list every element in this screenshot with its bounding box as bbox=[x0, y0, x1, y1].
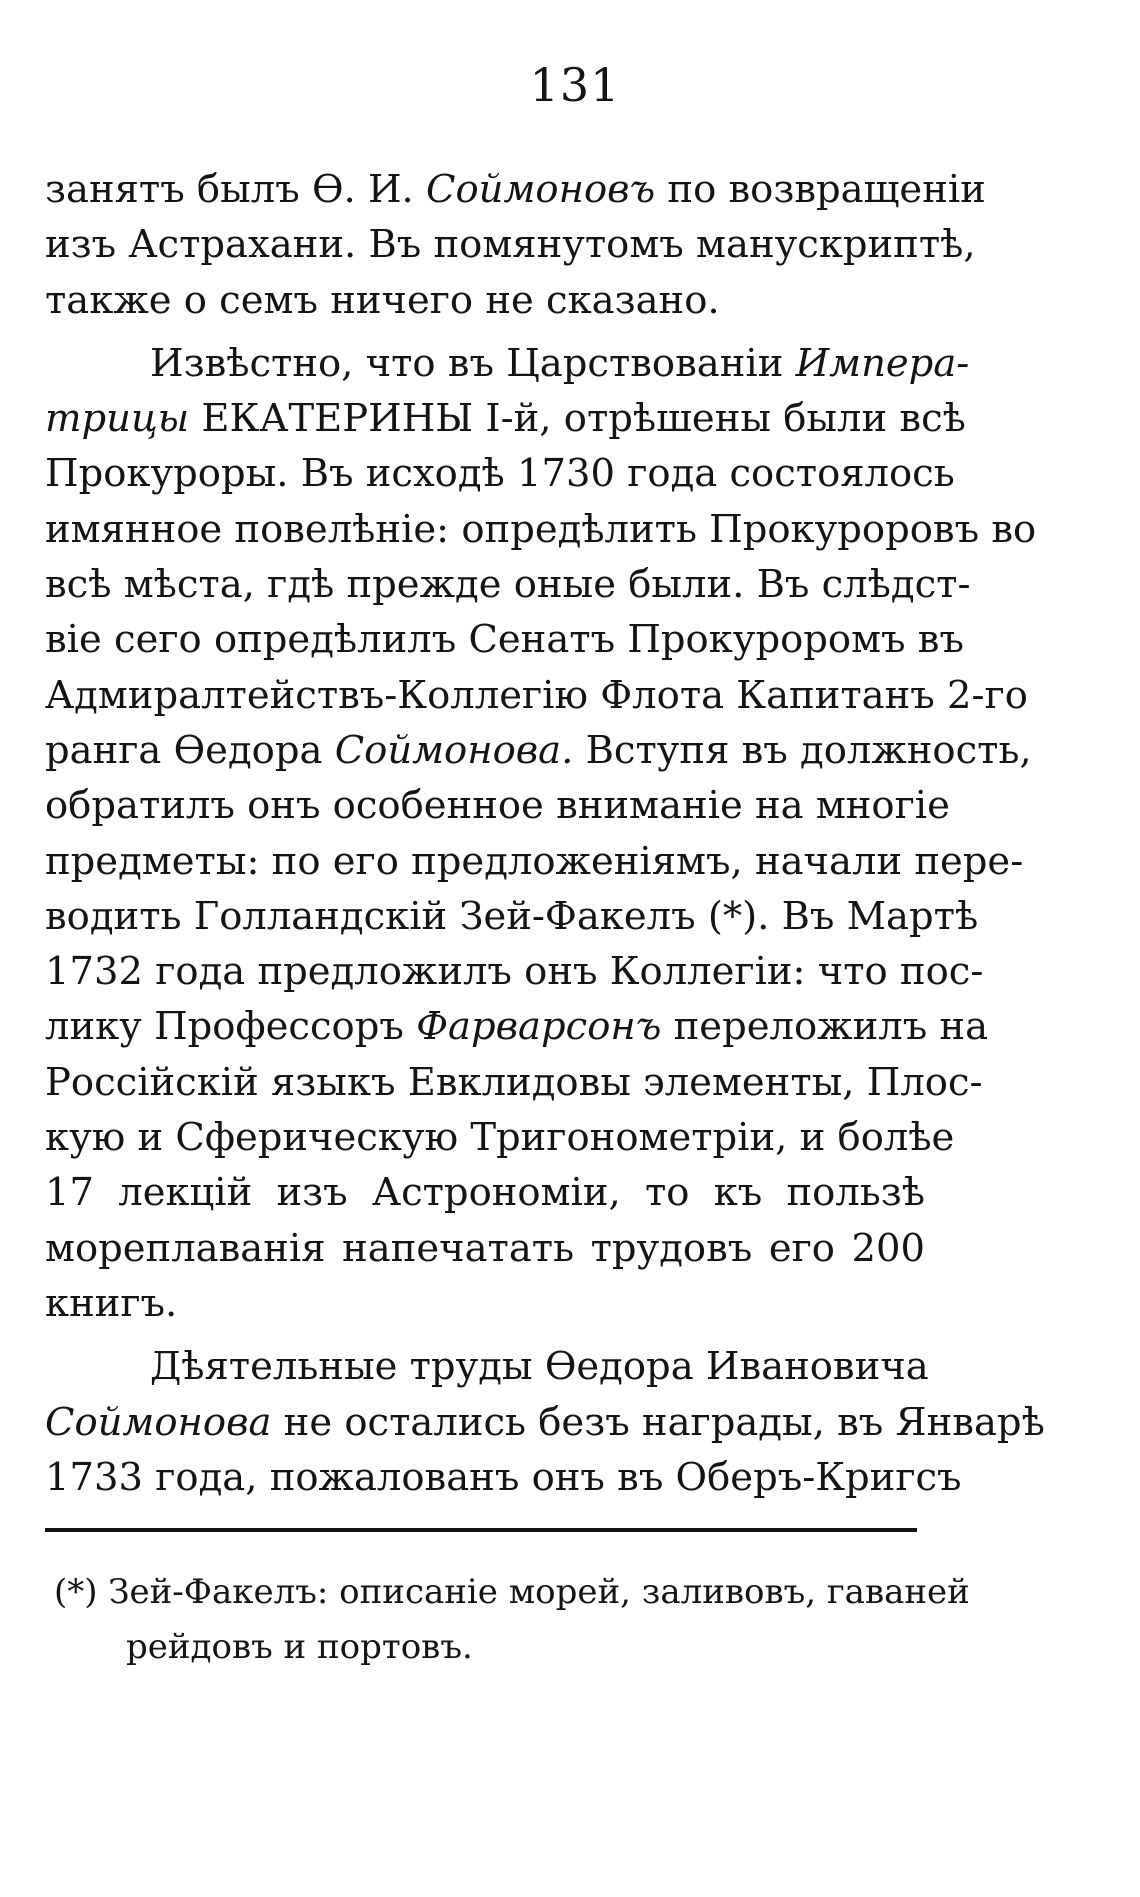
text-line: Россійскій языкъ Евклидовы элементы, Плос- bbox=[45, 1059, 983, 1105]
italic-name: Соймонова bbox=[45, 1399, 272, 1445]
text-line: Адмиралтействъ-Коллегію Флота Капитанъ 2-го bbox=[45, 672, 1028, 718]
text-line: имянное повелѣніе: опредѣлить Прокуроровъ во bbox=[45, 506, 1037, 552]
text-line: Соймонова не остались безъ награды, въ Январѣ bbox=[45, 1399, 1045, 1445]
italic-name: Импера- bbox=[795, 340, 970, 386]
paragraph bbox=[45, 162, 986, 328]
italic-name: Фарварсонъ bbox=[416, 1004, 662, 1050]
text-line: Прокуроры. Въ исходѣ 1730 года состоялось bbox=[45, 451, 955, 497]
text-line: трицы ЕКАТЕРИНЫ І-й, отрѣшены были всѣ bbox=[45, 396, 966, 442]
text-line: всѣ мѣста, гдѣ прежде оные были. Въ слѣдст- bbox=[45, 562, 971, 608]
paragraph-gap bbox=[45, 328, 925, 336]
page-number: 131 bbox=[529, 58, 621, 112]
text-line: водить Голландскій Зей-Факелъ (*). Въ Мартѣ bbox=[45, 893, 979, 939]
text-line: лику Профессоръ Фарварсонъ переложилъ на bbox=[45, 1004, 989, 1050]
footnote bbox=[54, 1565, 970, 1675]
italic-name: Соймоновъ bbox=[426, 167, 656, 212]
text-line: мореплаванія напечатать трудовъ его 200 bbox=[45, 1225, 925, 1271]
footnote-line: (*) Зей-Факелъ: описаніе морей, заливовъ, гаваней bbox=[54, 1572, 970, 1612]
text-line: кую и Сферическую Тригонометріи, и болѣе bbox=[45, 1115, 955, 1161]
text-line: ранга Ѳедора Соймонова. Вступя въ должность, bbox=[45, 727, 1032, 773]
text-line: віе сего опредѣлилъ Сенатъ Прокуроромъ въ bbox=[45, 617, 964, 663]
paragraph bbox=[45, 336, 1037, 1331]
text-line: также о семъ ничего не сказано. bbox=[45, 277, 720, 323]
text-line: занятъ былъ Ѳ. И. Соймоновъ по возвращеніи bbox=[45, 167, 986, 212]
footnote-rule bbox=[45, 1528, 917, 1532]
italic-name: Соймонова. bbox=[334, 727, 574, 773]
text-line: книгъ. bbox=[45, 1280, 178, 1326]
text-line: 17 лекцій изъ Астрономіи, то къ пользѣ bbox=[45, 1170, 925, 1216]
text-line: изъ Астрахани. Въ помянутомъ манускриптѣ, bbox=[45, 222, 976, 268]
text-line: Дѣятельные труды Ѳедора Ивановича bbox=[150, 1344, 929, 1390]
paragraph bbox=[45, 1339, 1045, 1505]
paragraph-gap bbox=[45, 1331, 925, 1339]
italic-name: трицы bbox=[45, 396, 190, 442]
body-text bbox=[45, 162, 1045, 1505]
text-line: 1732 года предложилъ онъ Коллегіи: что пос- bbox=[45, 949, 984, 995]
text-line: Извѣстно, что въ Царствованіи Импера- bbox=[150, 340, 970, 386]
text-line: предметы: по его предложеніямъ, начали пере- bbox=[45, 838, 1024, 884]
text-line: 1733 года, пожалованъ онъ въ Оберъ-Кригсъ bbox=[45, 1454, 962, 1500]
text-line: обратилъ онъ особенное вниманіе на многіе bbox=[45, 783, 950, 829]
footnote-line: рейдовъ и портовъ. bbox=[126, 1627, 473, 1667]
